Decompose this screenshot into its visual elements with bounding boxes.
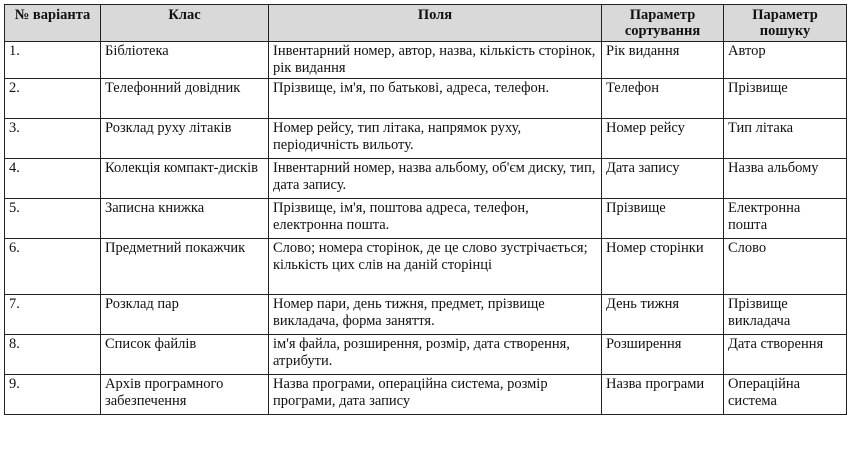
header-row: [5, 5, 847, 42]
cell-search-parameter: Дата створення: [724, 335, 847, 375]
header-variant-number: № варіанта: [5, 5, 101, 42]
cell-class: Розклад пар: [101, 295, 269, 335]
cell-variant-number: 4.: [5, 159, 101, 199]
cell-fields: Номер рейсу, тип літака, напрямок руху, періодичність вильоту.: [269, 119, 602, 159]
table-row: [5, 295, 847, 335]
cell-variant-number: 9.: [5, 375, 101, 415]
table-row: [5, 335, 847, 375]
cell-search-parameter: Назва альбому: [724, 159, 847, 199]
cell-variant-number: 6.: [5, 239, 101, 295]
table-row: [5, 159, 847, 199]
table-row: [5, 42, 847, 79]
cell-variant-number: 1.: [5, 42, 101, 79]
cell-sort-parameter: Рік видання: [602, 42, 724, 79]
cell-fields: Прізвище, ім'я, поштова адреса, телефон, електронна пошта.: [269, 199, 602, 239]
cell-search-parameter: Слово: [724, 239, 847, 295]
cell-sort-parameter: Дата запису: [602, 159, 724, 199]
cell-class: Телефонний довідник: [101, 79, 269, 119]
cell-class: Розклад руху літаків: [101, 119, 269, 159]
cell-sort-parameter: День тижня: [602, 295, 724, 335]
cell-search-parameter: Електронна пошта: [724, 199, 847, 239]
cell-sort-parameter: Назва програми: [602, 375, 724, 415]
table-row: [5, 199, 847, 239]
variants-table: [4, 4, 847, 415]
cell-search-parameter: Прізвище викладача: [724, 295, 847, 335]
cell-class: Предметний покажчик: [101, 239, 269, 295]
cell-variant-number: 3.: [5, 119, 101, 159]
cell-sort-parameter: Номер сторінки: [602, 239, 724, 295]
cell-fields: Слово; номера сторінок, де це слово зустрічається; кількість цих слів на даній сторінці: [269, 239, 602, 295]
header-fields: Поля: [269, 5, 602, 42]
cell-class: Архів програмного забезпечення: [101, 375, 269, 415]
header-search-parameter: Параметр пошуку: [724, 5, 847, 42]
cell-variant-number: 5.: [5, 199, 101, 239]
cell-variant-number: 2.: [5, 79, 101, 119]
cell-search-parameter: Прізвище: [724, 79, 847, 119]
cell-fields: Прізвище, ім'я, по батькові, адреса, телефон.: [269, 79, 602, 119]
cell-class: Список файлів: [101, 335, 269, 375]
cell-fields: Інвентарний номер, автор, назва, кількість сторінок, рік видання: [269, 42, 602, 79]
header-class: Клас: [101, 5, 269, 42]
table-row: [5, 375, 847, 415]
cell-fields: Інвентарний номер, назва альбому, об'єм диску, тип, дата запису.: [269, 159, 602, 199]
cell-variant-number: 7.: [5, 295, 101, 335]
cell-fields: ім'я файла, розширення, розмір, дата створення, атрибути.: [269, 335, 602, 375]
cell-class: Бібліотека: [101, 42, 269, 79]
cell-search-parameter: Автор: [724, 42, 847, 79]
cell-sort-parameter: Прізвище: [602, 199, 724, 239]
table-row: [5, 239, 847, 295]
cell-fields: Назва програми, операційна система, розмір програми, дата запису: [269, 375, 602, 415]
cell-search-parameter: Тип літака: [724, 119, 847, 159]
header-sort-parameter: Параметр сортування: [602, 5, 724, 42]
cell-class: Записна книжка: [101, 199, 269, 239]
cell-fields: Номер пари, день тижня, предмет, прізвище викладача, форма заняття.: [269, 295, 602, 335]
table-row: [5, 79, 847, 119]
cell-search-parameter: Операційна система: [724, 375, 847, 415]
cell-class: Колекція компакт-дисків: [101, 159, 269, 199]
cell-variant-number: 8.: [5, 335, 101, 375]
cell-sort-parameter: Розширення: [602, 335, 724, 375]
cell-sort-parameter: Телефон: [602, 79, 724, 119]
cell-sort-parameter: Номер рейсу: [602, 119, 724, 159]
table-row: [5, 119, 847, 159]
